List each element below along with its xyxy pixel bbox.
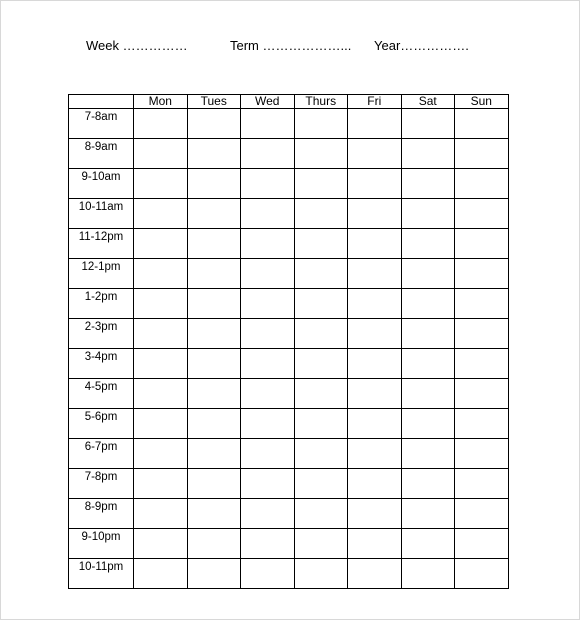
time-row (69, 349, 509, 379)
time-label: 2-3pm (69, 319, 134, 349)
time-row (69, 529, 509, 559)
schedule-cell (294, 349, 348, 379)
schedule-cell (241, 139, 295, 169)
schedule-cell (241, 229, 295, 259)
schedule-cell (187, 319, 241, 349)
term-field: Term ………………... (230, 38, 352, 53)
schedule-cell (348, 199, 402, 229)
schedule-cell (241, 289, 295, 319)
schedule-cell (348, 259, 402, 289)
schedule-cell (241, 109, 295, 139)
schedule-cell (401, 499, 455, 529)
time-row (69, 439, 509, 469)
schedule-cell (455, 289, 509, 319)
schedule-cell (294, 379, 348, 409)
schedule-cell (348, 229, 402, 259)
schedule-cell (241, 499, 295, 529)
schedule-cell (134, 349, 188, 379)
schedule-cell (241, 379, 295, 409)
time-row (69, 559, 509, 589)
schedule-cell (348, 559, 402, 589)
schedule-cell (348, 319, 402, 349)
header-row (69, 95, 509, 109)
schedule-cell (401, 409, 455, 439)
schedule-cell (134, 499, 188, 529)
time-label: 1-2pm (69, 289, 134, 319)
schedule-cell (241, 199, 295, 229)
schedule-cell (348, 409, 402, 439)
schedule-cell (134, 529, 188, 559)
schedule-cell (348, 289, 402, 319)
day-header-thurs: Thurs (294, 95, 348, 109)
schedule-cell (455, 259, 509, 289)
schedule-cell (455, 229, 509, 259)
schedule-cell (401, 379, 455, 409)
schedule-cell (455, 349, 509, 379)
schedule-cell (401, 469, 455, 499)
schedule-cell (187, 169, 241, 199)
time-row (69, 169, 509, 199)
time-label: 10-11pm (69, 559, 134, 589)
time-row (69, 499, 509, 529)
time-label: 12-1pm (69, 259, 134, 289)
schedule-cell (241, 529, 295, 559)
time-row (69, 139, 509, 169)
schedule-cell (294, 439, 348, 469)
schedule-cell (401, 109, 455, 139)
week-field: Week …………… (86, 38, 188, 53)
schedule-cell (241, 469, 295, 499)
day-header-fri: Fri (348, 95, 402, 109)
schedule-cell (241, 169, 295, 199)
schedule-cell (187, 199, 241, 229)
schedule-cell (294, 529, 348, 559)
schedule-cell (294, 499, 348, 529)
schedule-cell (134, 139, 188, 169)
schedule-cell (241, 349, 295, 379)
schedule-cell (455, 499, 509, 529)
time-label: 9-10pm (69, 529, 134, 559)
schedule-cell (294, 259, 348, 289)
schedule-cell (348, 349, 402, 379)
schedule-cell (401, 349, 455, 379)
schedule-cell (134, 559, 188, 589)
schedule-cell (401, 199, 455, 229)
time-row (69, 259, 509, 289)
time-label: 8-9pm (69, 499, 134, 529)
schedule-cell (455, 559, 509, 589)
schedule-cell (455, 319, 509, 349)
schedule-cell (187, 109, 241, 139)
day-header-mon: Mon (134, 95, 188, 109)
schedule-cell (401, 289, 455, 319)
schedule-cell (241, 259, 295, 289)
time-row (69, 109, 509, 139)
schedule-cell (187, 379, 241, 409)
schedule-cell (348, 439, 402, 469)
schedule-cell (134, 289, 188, 319)
schedule-cell (401, 319, 455, 349)
time-row (69, 229, 509, 259)
schedule-cell (294, 109, 348, 139)
schedule-cell (348, 379, 402, 409)
schedule-cell (134, 169, 188, 199)
schedule-cell (187, 439, 241, 469)
day-header-sun: Sun (455, 95, 509, 109)
schedule-cell (134, 469, 188, 499)
schedule-cell (134, 439, 188, 469)
schedule-cell (294, 169, 348, 199)
time-label: 10-11am (69, 199, 134, 229)
day-header-sat: Sat (401, 95, 455, 109)
schedule-cell (294, 199, 348, 229)
time-label: 7-8pm (69, 469, 134, 499)
schedule-cell (187, 139, 241, 169)
schedule-cell (348, 469, 402, 499)
schedule-cell (134, 319, 188, 349)
schedule-cell (401, 169, 455, 199)
timetable-body (69, 109, 509, 589)
schedule-cell (455, 529, 509, 559)
schedule-cell (294, 289, 348, 319)
schedule-cell (241, 439, 295, 469)
time-row (69, 319, 509, 349)
schedule-cell (134, 379, 188, 409)
time-label: 11-12pm (69, 229, 134, 259)
schedule-cell (294, 469, 348, 499)
schedule-cell (187, 259, 241, 289)
schedule-cell (187, 559, 241, 589)
schedule-cell (294, 229, 348, 259)
weekly-timetable (68, 94, 509, 589)
time-row (69, 469, 509, 499)
time-label: 8-9am (69, 139, 134, 169)
schedule-cell (241, 559, 295, 589)
time-label: 6-7pm (69, 439, 134, 469)
schedule-cell (455, 199, 509, 229)
time-label: 9-10am (69, 169, 134, 199)
time-row (69, 379, 509, 409)
time-row (69, 289, 509, 319)
schedule-cell (348, 169, 402, 199)
schedule-cell (348, 109, 402, 139)
schedule-cell (134, 259, 188, 289)
schedule-cell (187, 529, 241, 559)
time-label: 4-5pm (69, 379, 134, 409)
schedule-cell (348, 499, 402, 529)
schedule-cell (401, 229, 455, 259)
day-header-wed: Wed (241, 95, 295, 109)
schedule-cell (401, 259, 455, 289)
schedule-cell (455, 139, 509, 169)
time-label: 3-4pm (69, 349, 134, 379)
schedule-cell (241, 319, 295, 349)
schedule-cell (187, 409, 241, 439)
schedule-cell (294, 139, 348, 169)
schedule-cell (455, 469, 509, 499)
schedule-cell (455, 109, 509, 139)
time-label: 5-6pm (69, 409, 134, 439)
schedule-cell (348, 529, 402, 559)
schedule-cell (294, 319, 348, 349)
schedule-cell (455, 409, 509, 439)
schedule-cell (134, 229, 188, 259)
schedule-cell (294, 409, 348, 439)
schedule-cell (401, 139, 455, 169)
day-header-tues: Tues (187, 95, 241, 109)
schedule-cell (134, 409, 188, 439)
schedule-cell (455, 439, 509, 469)
schedule-cell (348, 139, 402, 169)
time-label: 7-8am (69, 109, 134, 139)
schedule-cell (134, 199, 188, 229)
schedule-cell (401, 529, 455, 559)
year-field: Year……………. (374, 38, 469, 53)
schedule-cell (455, 169, 509, 199)
schedule-cell (401, 439, 455, 469)
time-row (69, 409, 509, 439)
schedule-cell (241, 409, 295, 439)
time-row (69, 199, 509, 229)
schedule-cell (187, 349, 241, 379)
schedule-cell (294, 559, 348, 589)
schedule-cell (187, 289, 241, 319)
schedule-cell (401, 559, 455, 589)
schedule-cell (187, 469, 241, 499)
schedule-cell (455, 379, 509, 409)
corner-cell (69, 95, 134, 109)
schedule-cell (187, 229, 241, 259)
schedule-cell (134, 109, 188, 139)
schedule-cell (187, 499, 241, 529)
